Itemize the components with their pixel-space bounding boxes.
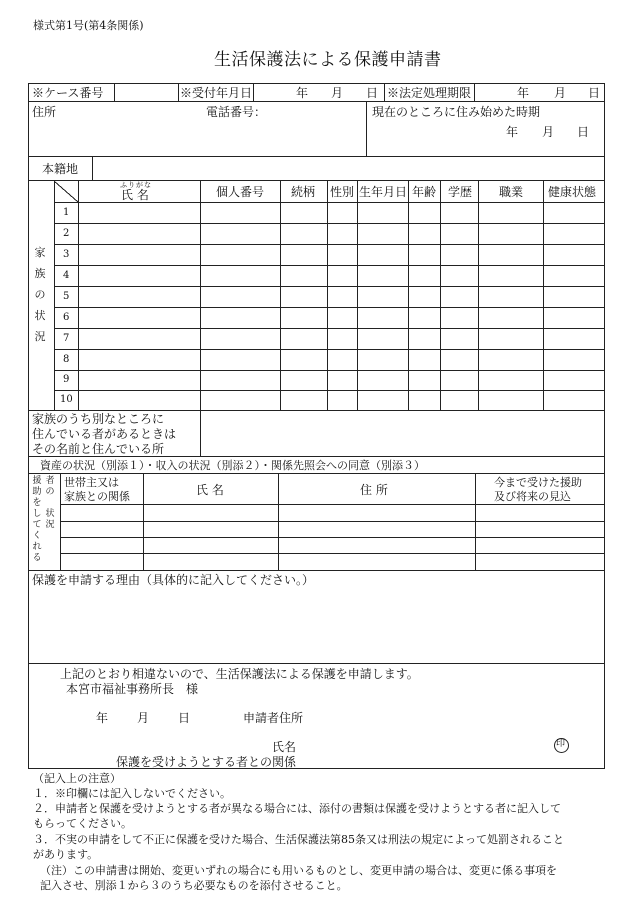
since-year: 年 — [506, 125, 519, 139]
separate-label-line3: その名前と住んでいる所 — [32, 442, 165, 456]
decl-year: 年 — [96, 711, 109, 725]
since-month: 月 — [542, 125, 555, 139]
addressee: 本宮市福祉事務所長 様 — [66, 682, 199, 696]
row-number: 3 — [63, 249, 70, 260]
applicant-name-label: 氏名 — [272, 740, 297, 754]
assets-income-consent-line: 資産の状況（別添１）・収入の状況（別添２）・関係先照会への同意（別添３） — [40, 459, 425, 472]
row-number: 9 — [63, 374, 70, 385]
deadline-day: 日 — [588, 86, 601, 100]
separate-label-line2: 住んでいる者があるときは — [32, 427, 177, 441]
col-name-header: 氏 名 — [121, 188, 149, 202]
furigana-label: ふりがな — [120, 181, 152, 189]
support-relation-header-1: 世帯主又は — [64, 476, 119, 489]
case-number-label: ※ケース番号 — [32, 86, 104, 100]
row-number: 6 — [63, 312, 70, 323]
note-item: １．※印欄には記入しないでください。 — [33, 787, 231, 800]
form-number: 様式第1号(第4条関係) — [33, 19, 144, 32]
reason-label: 保護を申請する理由（具体的に記入してください。） — [32, 573, 315, 587]
since-day: 日 — [577, 125, 590, 139]
note-item: ２．申請者と保護を受けようとする者が異なる場合には、添付の書類は保護を受けようとする者に記入して — [33, 802, 561, 815]
received-month: 月 — [331, 86, 344, 100]
col-relation-header: 続柄 — [291, 185, 316, 199]
declaration-text: 上記のとおり相違ないので、生活保護法による保護を申請します。 — [60, 667, 419, 681]
support-help-header-2: 及び将来の見込 — [494, 490, 571, 503]
note-item: があります。 — [33, 848, 99, 861]
form-title: 生活保護法による保護申請書 — [214, 50, 442, 70]
row-number: 10 — [60, 394, 73, 405]
relation-label: 保護を受けようとする者との関係 — [116, 755, 297, 769]
col-sex-header: 性別 — [330, 185, 355, 199]
note-item: ３．不実の申請をして不正に保護を受けた場合、生活保護法第85条又は刑法の規定によって処罰されること — [33, 833, 564, 846]
col-personal-number-header: 個人番号 — [216, 185, 265, 199]
support-name-header: 氏 名 — [196, 483, 224, 497]
deadline-year: 年 — [517, 86, 530, 100]
support-side-label-b: 者 の 状 況 — [45, 476, 55, 530]
deadline-month: 月 — [554, 86, 567, 100]
honseki-label: 本籍地 — [42, 162, 79, 176]
row-number: 5 — [63, 291, 70, 302]
row-number: 7 — [63, 333, 70, 344]
col-occupation-header: 職業 — [499, 185, 524, 199]
support-address-header: 住 所 — [360, 483, 388, 497]
notes-heading: （記入上の注意） — [33, 772, 121, 785]
note-item: もらってください。 — [33, 817, 132, 830]
separate-label-line1: 家族のうち別なところに — [32, 412, 165, 426]
residence-since-label: 現在のところに住み始めた時期 — [372, 105, 541, 119]
note-item: 記入させ、別添１から３のうち必要なものを添付させること。 — [40, 879, 348, 892]
received-date-label: ※受付年月日 — [180, 86, 253, 100]
support-relation-header-2: 家族との関係 — [64, 490, 130, 503]
support-side-label-a: 援 助 を し て く れ る — [32, 476, 42, 563]
row-number: 4 — [63, 270, 70, 281]
decl-day: 日 — [178, 711, 191, 725]
received-day: 日 — [366, 86, 379, 100]
seal-mark: 印 — [556, 739, 566, 749]
col-age-header: 年齢 — [412, 185, 437, 199]
support-help-header-1: 今まで受けた援助 — [494, 476, 582, 489]
family-side-label: 家 族 の 状 況 — [34, 246, 46, 343]
note-item: （注）この申請書は開始、変更いずれの場合にも用いるものとし、変更申請の場合は、変更に係る事項を — [40, 864, 557, 877]
row-number: 2 — [63, 228, 70, 239]
applicant-address-label: 申請者住所 — [243, 711, 304, 725]
decl-month: 月 — [137, 711, 150, 725]
col-health-header: 健康状態 — [548, 185, 597, 199]
col-education-header: 学歴 — [448, 185, 473, 199]
col-birthdate-header: 生年月日 — [359, 185, 408, 199]
deadline-label: ※法定処理期限 — [387, 86, 472, 100]
received-year: 年 — [296, 86, 309, 100]
address-label: 住所 — [32, 105, 57, 119]
row-number: 8 — [63, 354, 70, 365]
row-number: 1 — [63, 207, 70, 218]
phone-label: 電話番号： — [206, 105, 267, 119]
